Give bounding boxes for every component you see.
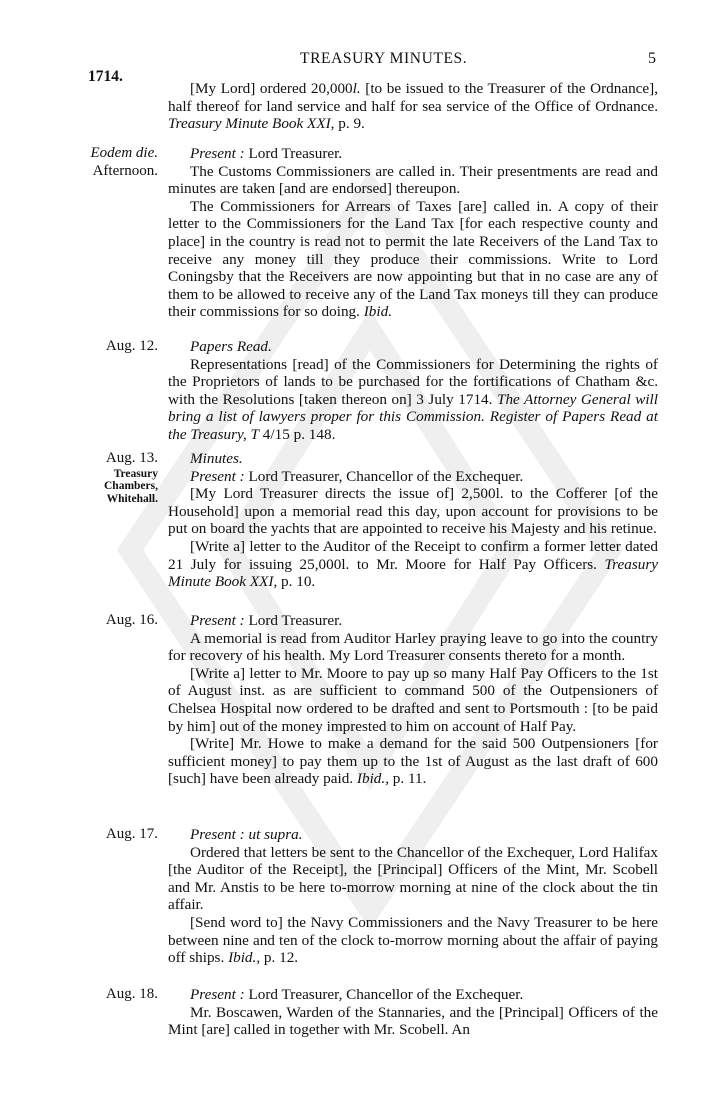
margin-date: Eodem die. Afternoon. [90, 145, 158, 179]
entry-body [168, 338, 658, 444]
entry-body [168, 986, 658, 1039]
paragraph: [My Lord] ordered 20,000l. [to be issued to the Treasurer of the Ordnance], half thereof for land service and half for sea service of the Office of Ordnance. Treasury Minute Book XXI, p. 9. [168, 80, 658, 133]
paragraph: [Send word to] the Navy Commissioners and the Navy Treasurer to be here between nine and ten of the clock to-morrow morning about the affair of paying off ships. Ibid., p. 12. [168, 913, 658, 967]
paragraph: [Write] Mr. Howe to make a demand for the said 500 Outpensioners [for sufficient money] to pay them up to the 1st of August as the last draft of 600 [such] have been already paid. Ibid., p. 11. [168, 735, 658, 788]
paragraph: The Commissioners for Arrears of Taxes [are] called in. A copy of their letter to the Commissioners for the Land Tax [for each respective county and place] in the country is read not to permit the late Receivers of the Land Tax to receive any money till they produce their commissions. Write to Lord Coningsby that the Receivers are now appointing but that in no case are any of them to be allowed to receive any of the Land Tax moneys till they can produce their commissions for so doing. Ibid. [168, 197, 658, 321]
paragraph: Mr. Boscawen, Warden of the Stannaries, and the [Principal] Officers of the Mint [are] called in together with Mr. Scobell. An [168, 1003, 658, 1039]
entry-body [168, 612, 658, 788]
paragraph: Ordered that letters be sent to the Chancellor of the Exchequer, Lord Halifax [the Auditor of the Receipt], the [Principal] Officers of the Mint, Mr. Scobell and Mr. Anstis to be here to-morrow morning at nine of the clock about the tin affair. [168, 843, 658, 914]
present-line: Present : Lord Treasurer. [190, 145, 343, 162]
entry-body [168, 80, 658, 133]
paragraph: A memorial is read from Auditor Harley praying leave to go into the country for recovery of his health. My Lord Treasurer consents thereto for a month. [168, 629, 658, 665]
paragraph: [My Lord Treasurer directs the issue of] 2,500l. to the Cofferer [of the Household] upon a memorial read this day, upon account for provisions to be put on board the yachts that are appointed to receive his Majesty and his retinue. [168, 485, 658, 538]
paragraph: The Customs Commissioners are called in. Their presentments are read and minutes are taken [and are endorsed] thereupon. [168, 162, 658, 198]
section-heading: Papers Read. [190, 338, 272, 355]
margin-date: Aug. 17. [105, 826, 158, 842]
page-number: 5 [648, 50, 656, 67]
margin-date: Aug. 16. [105, 612, 158, 628]
section-heading: Minutes. [190, 450, 243, 467]
present-line: Present : Lord Treasurer. [190, 612, 343, 629]
margin-year: 1714. [88, 68, 123, 85]
entry-body [168, 826, 658, 967]
present-line: Present : ut supra. [190, 826, 303, 843]
margin-date: Aug. 18. [105, 986, 158, 1002]
paragraph: Representations [read] of the Commissioners for Determining the rights of the Proprietors of lands to be purchased for the fortifications of Chatham &c. with the Resolutions [taken thereon on] 3 July 1714. The Attorney General will bring a list of lawyers proper for this Commission. Register of Papers Read at the Treasury, T 4/15 p. 148. [168, 355, 658, 443]
margin-date: Aug. 13. Treasury Chambers, Whitehall. [104, 450, 158, 505]
present-line: Present : Lord Treasurer, Chancellor of the Exchequer. [190, 467, 524, 485]
paragraph: [Write a] letter to Mr. Moore to pay up so many Half Pay Officers to the 1st of August inst. as are sufficient to command 500 of the Outpensioners of Chelsea Hospital now ordered to be drafted and sent to Portsmouth : [to be paid by him] out of the money imprested to him on account of Half Pay. [168, 664, 658, 735]
present-line: Present : Lord Treasurer, Chancellor of the Exchequer. [190, 986, 524, 1003]
running-title: TREASURY MINUTES. [300, 50, 468, 67]
margin-date: Aug. 12. [105, 338, 158, 354]
entry-body [168, 145, 658, 321]
paragraph: [Write a] letter to the Auditor of the Receipt to confirm a former letter dated 21 July for issuing 25,000l. to Mr. Moore for Half Pay Officers. Treasury Minute Book XXI, p. 10. [168, 537, 658, 591]
entry-body [168, 450, 658, 591]
